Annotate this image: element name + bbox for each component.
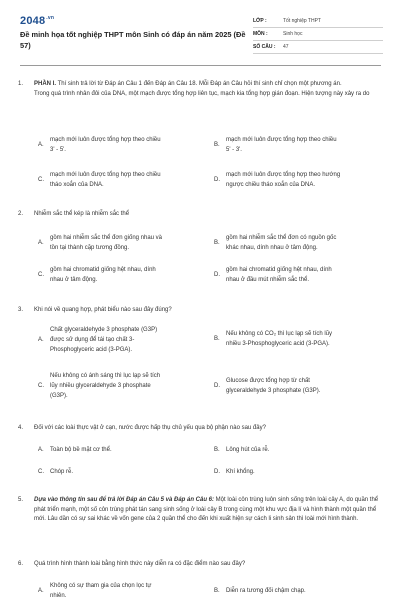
- option-line: nhiên.: [50, 593, 67, 599]
- question-text: [34, 80, 380, 90]
- option-letter: B.: [214, 142, 220, 148]
- option-line: Chóp rễ.: [50, 469, 74, 475]
- option-line: Nếu không có ánh sáng thì lục lạp sẽ tích: [50, 373, 161, 379]
- option-letter: C.: [38, 177, 44, 183]
- option-letter: A.: [38, 588, 44, 594]
- option-line: khác nhau, dính nhau ở tâm động.: [226, 245, 318, 251]
- option-line: mạch mới luôn được tổng hợp theo hướng: [226, 172, 341, 178]
- option-line: nhiều 3-Phosphoglyceric acid (3-PGA).: [226, 341, 330, 347]
- option-line: gồm hai nhiễm sắc thể đơn có nguồn gốc: [226, 235, 337, 241]
- option-letter: C.: [38, 469, 44, 475]
- option-letter: B.: [214, 240, 220, 246]
- option-line: nhau ở tâm động.: [50, 277, 98, 283]
- option-letter: B.: [214, 447, 220, 453]
- instruction-text: Thí sinh trả lời từ Đáp án Câu 1 đến Đáp án Câu 18. Mỗi Đáp án Câu hỏi thí sinh chỉ chọn một phương án.: [56, 81, 342, 87]
- meta-row-count: [253, 41, 383, 54]
- option-letter: D.: [214, 177, 220, 183]
- question-text: Khi nói về quang hợp, phát biểu nào sau đây đúng?: [34, 307, 172, 313]
- meta-row-class: [253, 15, 383, 28]
- page-title: Đề minh họa tốt nghiệp THPT môn Sinh có đáp án năm 2025 (Đề 57): [20, 30, 246, 50]
- option-line: nhau ở đầu mút nhiễm sắc thể.: [226, 277, 309, 283]
- option-line: Lông hút của rễ.: [226, 447, 270, 453]
- site-logo[interactable]: [20, 15, 54, 27]
- option-line: glyceraldehyde 3 phosphate (G3P).: [226, 388, 321, 394]
- header-divider: [20, 65, 381, 66]
- option-line: tháo xoắn của DNA.: [50, 182, 104, 188]
- question-text: Nhiễm sắc thể kép là nhiễm sắc thể: [34, 211, 130, 217]
- meta-panel: [253, 15, 383, 54]
- option-letter: B.: [214, 336, 220, 342]
- meta-value: 47: [283, 44, 289, 50]
- question-number: 1.: [18, 81, 24, 87]
- option-line: tồn tại thành cặp tương đồng.: [50, 245, 130, 251]
- option-letter: C.: [38, 272, 44, 278]
- question-1: [18, 80, 380, 99]
- question-4: [18, 424, 380, 434]
- option-letter: D.: [214, 383, 220, 389]
- option-line: (G3P).: [50, 393, 68, 399]
- meta-value: Tốt nghiệp THPT: [283, 18, 321, 24]
- option-line: mạch mới luôn được tổng hợp theo chiều: [50, 137, 161, 143]
- question-text: Đối với các loài thực vật ở cạn, nước được hấp thụ chủ yếu qua bộ phận nào sau đây?: [34, 425, 266, 431]
- question-text: Quá trình hình thành loài bằng hình thức này diễn ra có đặc điểm nào sau đây?: [34, 561, 246, 567]
- meta-label: SỐ CÂU :: [253, 44, 276, 50]
- option-line: Glucose được tổng hợp từ chất: [226, 378, 310, 384]
- meta-label: MÔN :: [253, 31, 268, 37]
- option-line: Khí khổng.: [226, 469, 255, 475]
- option-letter: D.: [214, 469, 220, 475]
- option-line: được sử dụng để tái tạo chất 3-: [50, 337, 135, 343]
- question-stem: Trong quá trình nhân đôi của DNA, một mạch được tổng hợp liên tục, mạch kia tổng hợp gián đoạn. Hiện tượng này xảy ra do: [34, 90, 370, 97]
- option-line: Toàn bộ bề mặt cơ thể.: [50, 447, 112, 453]
- question-number: 5.: [18, 497, 24, 503]
- option-letter: C.: [38, 383, 44, 389]
- option-letter: A.: [38, 337, 44, 343]
- meta-row-subject: [253, 28, 383, 41]
- option-letter: D.: [214, 272, 220, 278]
- option-line: Nếu không có CO₂ thì lục lạp sẽ tích lũy: [226, 331, 333, 337]
- option-line: ngược chiều tháo xoắn của DNA.: [226, 182, 316, 188]
- option-line: Không có sự tham gia của chọn lọc tự: [50, 583, 152, 589]
- question-6: [18, 560, 380, 570]
- question-number: 4.: [18, 425, 24, 431]
- question-5: [18, 496, 380, 525]
- option-line: Chất glyceraldehyde 3 phosphate (G3P): [50, 327, 158, 333]
- meta-label: LỚP :: [253, 18, 267, 24]
- option-line: Diễn ra tương đối chậm chạp.: [226, 588, 306, 594]
- question-number: 6.: [18, 561, 24, 567]
- option-line: mạch mới luôn được tổng hợp theo chiều: [50, 172, 161, 178]
- option-line: 3' - 5'.: [50, 147, 66, 153]
- logo-text: 2048: [20, 15, 46, 27]
- part-label: PHẦN I.: [34, 81, 57, 87]
- option-letter: A.: [38, 240, 44, 246]
- option-line: gồm hai nhiễm sắc thể đơn giống nhau và: [50, 235, 163, 241]
- option-line: mạch mới luôn được tổng hợp theo chiều: [226, 137, 337, 143]
- option-line: gồm hai chromatid giống hệt nhau, dính: [50, 267, 156, 273]
- option-letter: A.: [38, 447, 44, 453]
- option-line: 5' - 3'.: [226, 147, 242, 153]
- option-line: Phosphoglyceric acid (3-PGA).: [50, 347, 133, 353]
- passage-body: Một loài côn trùng luôn sinh sống trên loài cây A, do quần thể phát triển mạnh, một số côn trùng phát tán sang sinh sống ở loài cây B trong cùng một khu vực địa lí và hình thành một quần thể mới. Lâu dần có sự sai khác về vốn gene của 2 quần thể cho đến khi xuất hiện sự cách li sinh sản thì loài mới hình thành.: [34, 497, 379, 522]
- logo-suffix: .vn: [46, 15, 55, 22]
- passage-text: [34, 496, 380, 525]
- option-letter: B.: [214, 588, 220, 594]
- option-line: gồm hai chromatid giống hệt nhau, dính: [226, 267, 332, 273]
- question-number: 3.: [18, 307, 24, 313]
- meta-value: Sinh học: [283, 31, 303, 37]
- question-2: [18, 210, 380, 220]
- passage-lead: Dựa vào thông tin sau để trả lời Đáp án Câu 5 và Đáp án Câu 6:: [34, 497, 215, 503]
- question-3: [18, 306, 380, 316]
- question-number: 2.: [18, 211, 24, 217]
- option-letter: A.: [38, 142, 44, 148]
- option-line: lũy nhiều glyceraldehyde 3 phosphate: [50, 383, 151, 389]
